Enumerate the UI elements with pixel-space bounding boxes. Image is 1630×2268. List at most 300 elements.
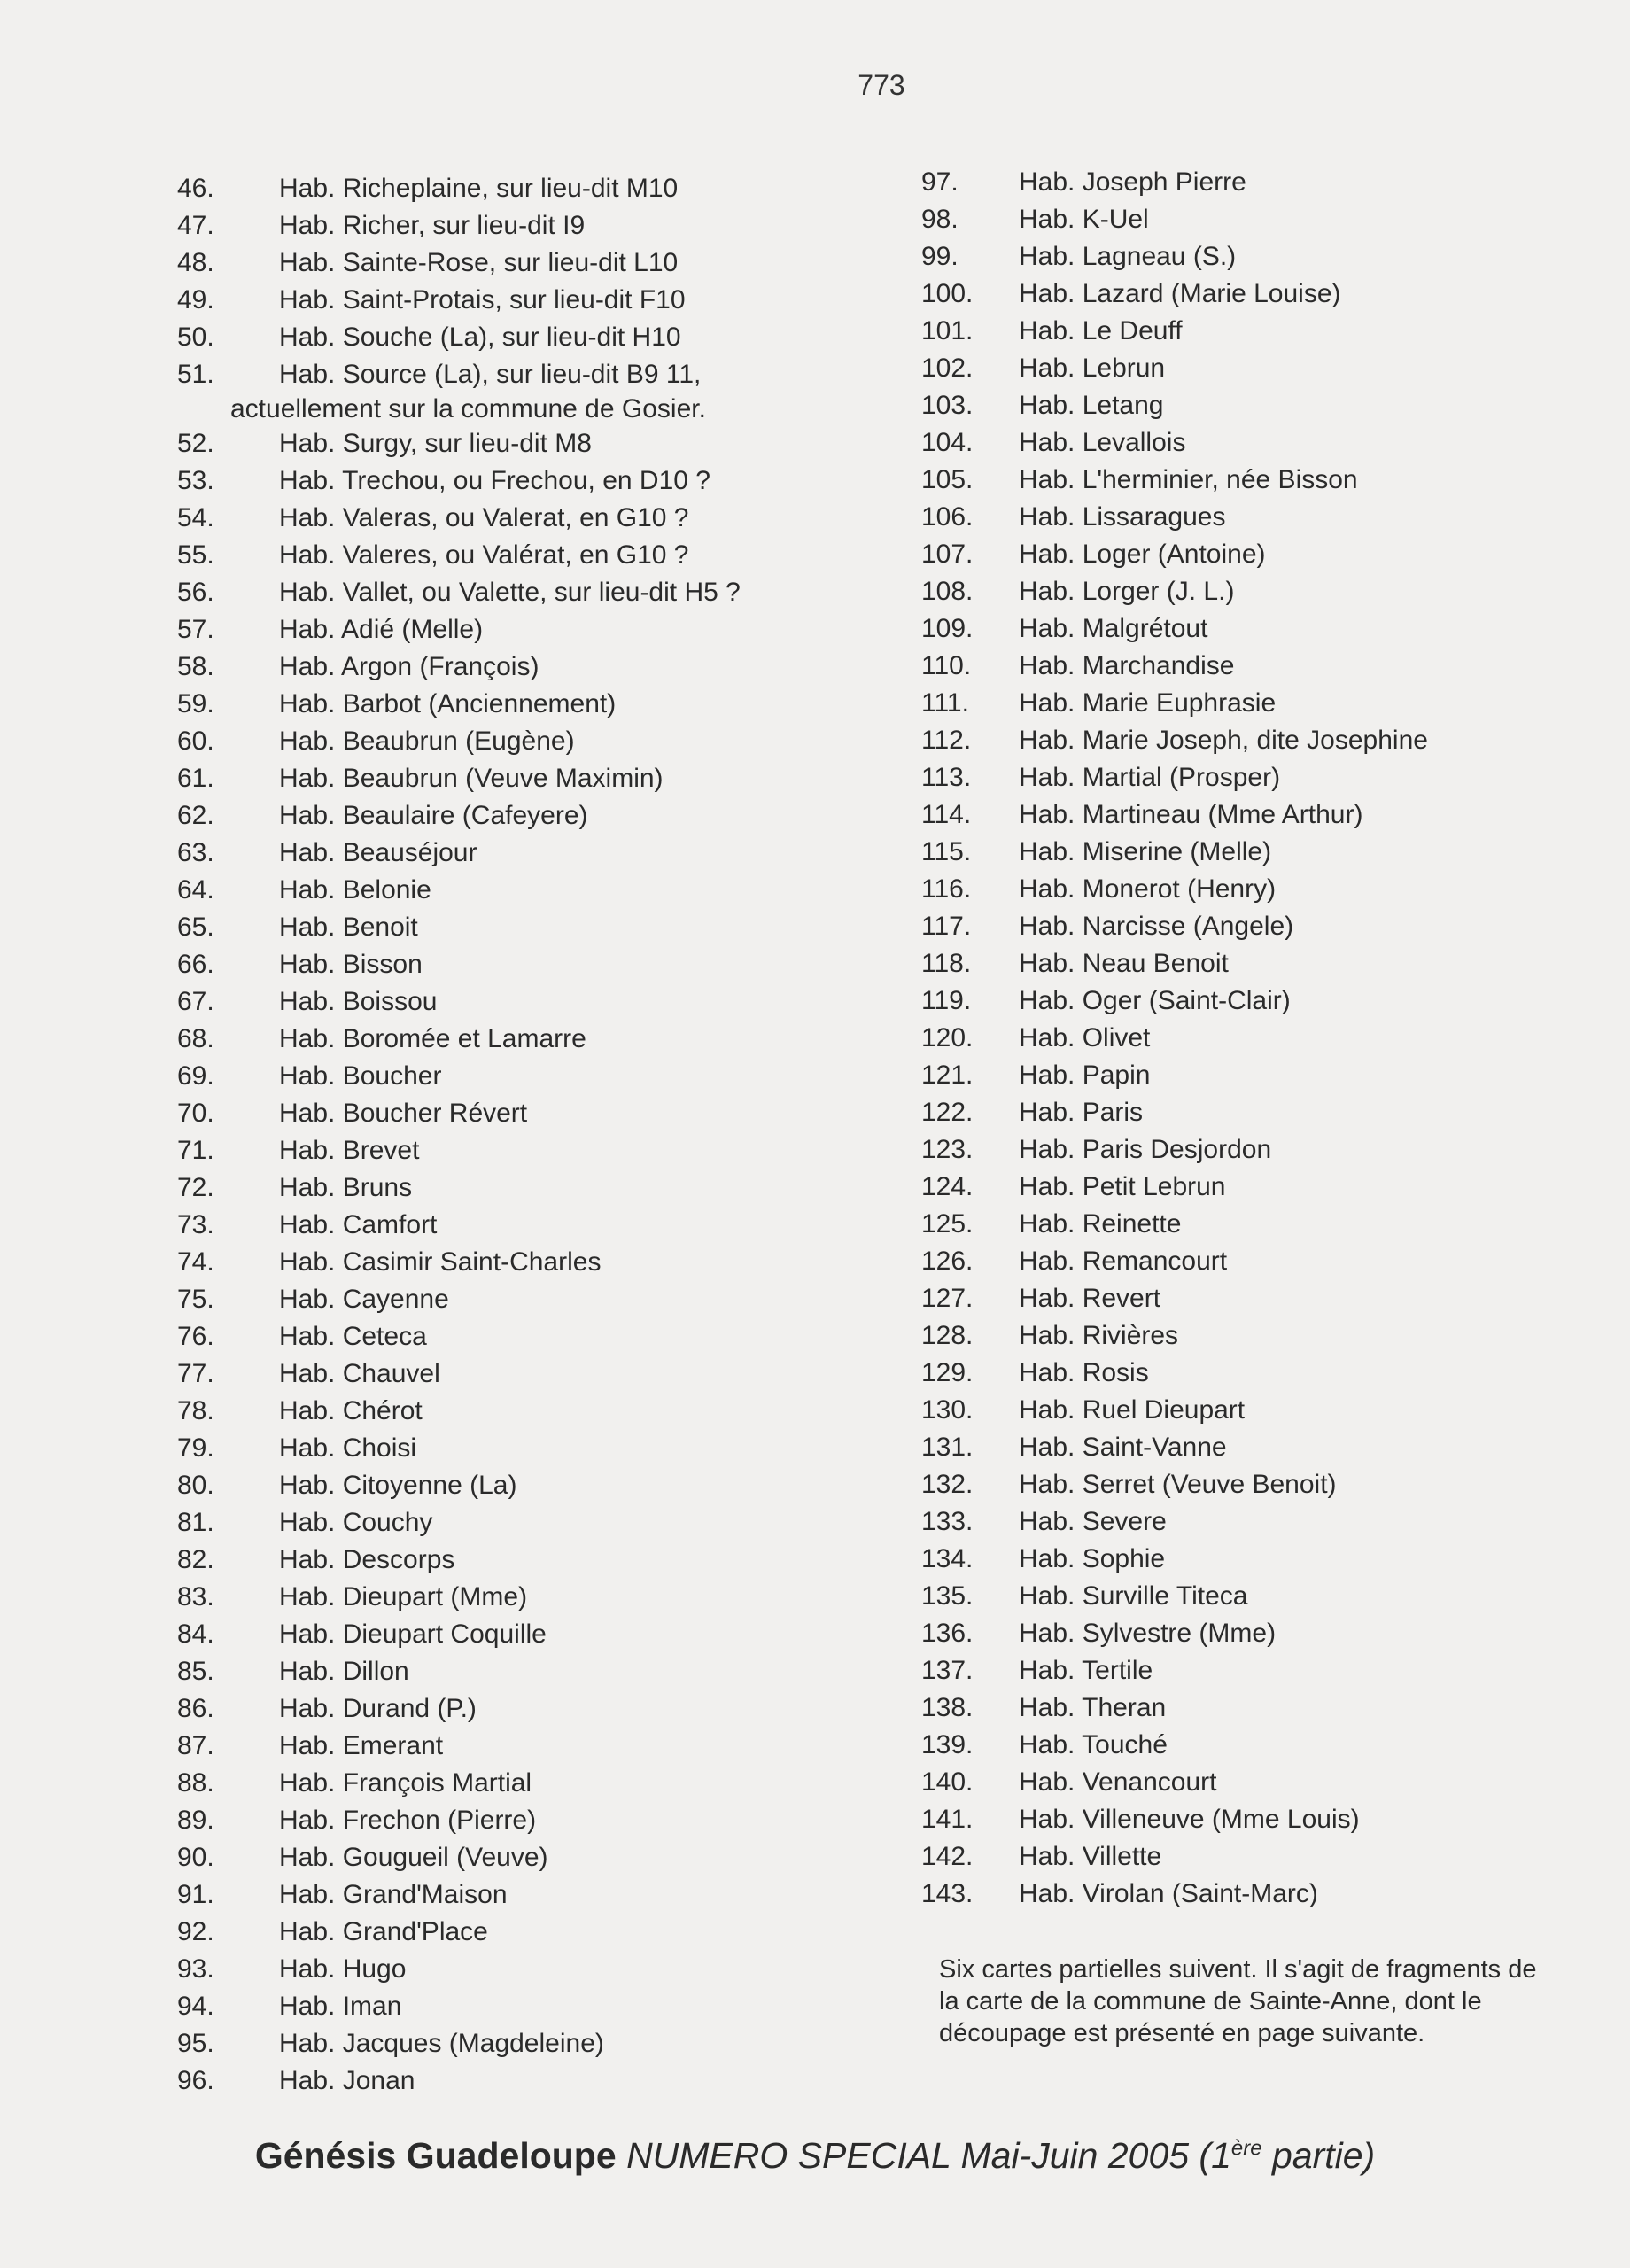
item-label: Hab. Remancourt bbox=[1019, 1247, 1228, 1276]
item-number: 70. bbox=[177, 1099, 214, 1128]
item-number: 95. bbox=[177, 2029, 214, 2058]
item-number: 113. bbox=[921, 763, 972, 792]
item-label: Hab. Revert bbox=[1019, 1284, 1161, 1313]
item-label: Hab. Marchandise bbox=[1019, 651, 1235, 680]
list-item bbox=[921, 1243, 1595, 1280]
item-number: 112. bbox=[921, 726, 972, 755]
list-item bbox=[177, 835, 912, 872]
list-item bbox=[921, 1131, 1595, 1169]
item-text bbox=[1019, 871, 1276, 908]
item-number: 98. bbox=[921, 205, 959, 234]
item-number: 143. bbox=[921, 1879, 974, 1908]
item-label: Hab. Sophie bbox=[1019, 1544, 1166, 1573]
item-text bbox=[1019, 1615, 1276, 1652]
footer bbox=[0, 2135, 1630, 2177]
list-item bbox=[921, 424, 1595, 462]
item-label: Hab. Beaubrun (Eugène) bbox=[279, 726, 575, 756]
item-text bbox=[1019, 610, 1207, 648]
list-item bbox=[921, 201, 1595, 238]
item-text bbox=[1019, 1243, 1227, 1280]
item-label: Hab. Couchy bbox=[279, 1508, 433, 1537]
item-label: Hab. Tertile bbox=[1019, 1656, 1153, 1685]
item-label: Hab. Argon (François) bbox=[279, 652, 539, 681]
list-item bbox=[921, 1801, 1595, 1838]
note-line: la carte de la commune de Sainte-Anne, dont le bbox=[939, 1987, 1482, 2016]
item-number: 106. bbox=[921, 502, 974, 532]
list-item bbox=[177, 319, 912, 356]
list-item bbox=[921, 1876, 1595, 1913]
item-number: 66. bbox=[177, 950, 214, 979]
item-text bbox=[1019, 722, 1428, 759]
list-item bbox=[921, 499, 1595, 536]
item-label: Hab. Virolan (Saint-Marc) bbox=[1019, 1879, 1318, 1908]
item-text bbox=[279, 319, 681, 356]
item-number: 56. bbox=[177, 578, 214, 607]
item-label: Hab. Descorps bbox=[279, 1545, 455, 1574]
item-number: 97. bbox=[921, 167, 959, 197]
item-number: 110. bbox=[921, 651, 972, 680]
page-number: 773 bbox=[858, 69, 905, 101]
item-label: Hab. Chauvel bbox=[279, 1359, 440, 1388]
item-label: Hab. Beaubrun (Veuve Maximin) bbox=[279, 764, 664, 793]
item-number: 137. bbox=[921, 1656, 974, 1685]
note-line: Six cartes partielles suivent. Il s'agit de fragments de bbox=[939, 1955, 1537, 1984]
item-number: 84. bbox=[177, 1619, 214, 1649]
item-label: Hab. Dieupart Coquille bbox=[279, 1619, 547, 1649]
item-number: 96. bbox=[177, 2066, 214, 2095]
item-text bbox=[1019, 1020, 1150, 1057]
item-label: Hab. Jonan bbox=[279, 2066, 415, 2095]
list-item bbox=[921, 1615, 1595, 1652]
list-item bbox=[921, 834, 1595, 871]
list-item bbox=[177, 282, 912, 319]
list-item bbox=[921, 1429, 1595, 1466]
item-text bbox=[1019, 1876, 1318, 1913]
item-number: 127. bbox=[921, 1284, 974, 1313]
item-number: 109. bbox=[921, 614, 974, 643]
item-text bbox=[1019, 201, 1149, 238]
item-label: Hab. Benoit bbox=[279, 913, 418, 942]
list-item bbox=[921, 313, 1595, 350]
item-label: Hab. Beaulaire (Cafeyere) bbox=[279, 801, 588, 830]
item-text bbox=[279, 1653, 409, 1690]
item-number: 128. bbox=[921, 1321, 974, 1350]
journal-name: Génésis Guadeloupe bbox=[254, 2135, 617, 2176]
list-item bbox=[177, 686, 912, 723]
list-item bbox=[921, 387, 1595, 424]
item-text bbox=[1019, 908, 1293, 945]
item-text bbox=[279, 611, 483, 649]
item-label: Hab. Valeres, ou Valérat, en G10 ? bbox=[279, 540, 689, 570]
list-item bbox=[921, 1057, 1595, 1094]
item-number: 82. bbox=[177, 1545, 214, 1574]
list-item bbox=[921, 1020, 1595, 1057]
item-number: 123. bbox=[921, 1135, 974, 1164]
list-item bbox=[177, 1207, 912, 1244]
item-text bbox=[279, 2025, 604, 2062]
item-number: 142. bbox=[921, 1842, 974, 1871]
item-text bbox=[1019, 796, 1362, 834]
list-item bbox=[921, 1169, 1595, 1206]
list-item bbox=[177, 1690, 912, 1728]
item-label: Hab. Villeneuve (Mme Louis) bbox=[1019, 1805, 1360, 1834]
list-item bbox=[177, 2062, 912, 2100]
item-number: 88. bbox=[177, 1768, 214, 1798]
item-number: 124. bbox=[921, 1172, 974, 1201]
list-item bbox=[177, 1988, 912, 2025]
item-text bbox=[279, 1058, 441, 1095]
item-label: Hab. Jacques (Magdeleine) bbox=[279, 2029, 604, 2058]
item-number: 130. bbox=[921, 1395, 974, 1425]
item-number: 115. bbox=[921, 837, 972, 866]
item-number: 85. bbox=[177, 1657, 214, 1686]
item-label: Hab. Neau Benoit bbox=[1019, 949, 1229, 978]
item-number: 108. bbox=[921, 577, 974, 606]
item-number: 83. bbox=[177, 1582, 214, 1612]
item-label: Hab. Miserine (Melle) bbox=[1019, 837, 1272, 866]
item-number: 61. bbox=[177, 764, 214, 793]
item-text bbox=[279, 1244, 601, 1281]
item-number: 57. bbox=[177, 615, 214, 644]
item-label: Hab. Surgy, sur lieu-dit M8 bbox=[279, 429, 592, 458]
item-label: Hab. Marie Euphrasie bbox=[1019, 688, 1277, 718]
list-item bbox=[177, 1653, 912, 1690]
item-text bbox=[279, 1281, 449, 1318]
item-label: Hab. Valeras, ou Valerat, en G10 ? bbox=[279, 503, 689, 532]
list-item bbox=[177, 611, 912, 649]
item-label: Hab. Iman bbox=[279, 1992, 402, 2021]
item-label: Hab. Hugo bbox=[279, 1954, 407, 1984]
list-item bbox=[177, 1914, 912, 1951]
list-item bbox=[921, 908, 1595, 945]
list-item bbox=[177, 1430, 912, 1467]
item-label: Hab. Letang bbox=[1019, 391, 1164, 420]
list-item bbox=[921, 1355, 1595, 1392]
item-label: Hab. Bruns bbox=[279, 1173, 413, 1202]
list-item bbox=[177, 909, 912, 946]
list-item bbox=[921, 1652, 1595, 1689]
item-text bbox=[1019, 759, 1280, 796]
item-number: 62. bbox=[177, 801, 214, 830]
list-item bbox=[177, 207, 912, 245]
item-number: 140. bbox=[921, 1767, 974, 1797]
list-item bbox=[177, 1616, 912, 1653]
item-label: Hab. Citoyenne (La) bbox=[279, 1471, 517, 1500]
list-item bbox=[177, 1504, 912, 1542]
item-text bbox=[279, 1690, 477, 1728]
list-item bbox=[177, 1839, 912, 1876]
item-text bbox=[279, 946, 423, 983]
list-item bbox=[177, 983, 912, 1021]
item-number: 58. bbox=[177, 652, 214, 681]
list-item bbox=[921, 238, 1595, 276]
item-label: Hab. Barbot (Anciennement) bbox=[279, 689, 617, 718]
item-text bbox=[1019, 983, 1291, 1020]
item-number: 72. bbox=[177, 1173, 214, 1202]
item-text bbox=[279, 1765, 532, 1802]
item-text bbox=[279, 1132, 419, 1169]
item-text bbox=[1019, 945, 1229, 983]
issue-superscript: ère bbox=[1230, 2136, 1262, 2161]
item-text bbox=[279, 723, 575, 760]
item-label: Hab. Sainte-Rose, sur lieu-dit L10 bbox=[279, 248, 679, 277]
list-item bbox=[921, 1838, 1595, 1876]
list-item bbox=[921, 573, 1595, 610]
list-item bbox=[921, 945, 1595, 983]
item-text bbox=[279, 1467, 516, 1504]
list-item bbox=[921, 1689, 1595, 1727]
item-text bbox=[1019, 1689, 1166, 1727]
left-column-list bbox=[177, 170, 912, 2100]
item-label: Hab. Narcisse (Angele) bbox=[1019, 912, 1294, 941]
item-number: 86. bbox=[177, 1694, 214, 1723]
list-item bbox=[921, 276, 1595, 313]
item-number: 100. bbox=[921, 279, 974, 308]
item-number: 78. bbox=[177, 1396, 214, 1425]
item-text bbox=[1019, 350, 1165, 387]
item-text bbox=[279, 686, 616, 723]
item-text bbox=[1019, 276, 1341, 313]
item-label: Hab. K-Uel bbox=[1019, 205, 1149, 234]
list-item bbox=[177, 537, 912, 574]
item-number: 134. bbox=[921, 1544, 974, 1573]
list-item bbox=[177, 170, 912, 207]
item-label: Hab. Boucher bbox=[279, 1061, 442, 1091]
item-label: Hab. Surville Titeca bbox=[1019, 1581, 1248, 1611]
item-label: Hab. Martial (Prosper) bbox=[1019, 763, 1281, 792]
list-item bbox=[177, 649, 912, 686]
list-item bbox=[921, 1094, 1595, 1131]
item-label: Hab. Cayenne bbox=[279, 1285, 449, 1314]
item-number: 125. bbox=[921, 1209, 974, 1239]
issue-info bbox=[626, 2135, 1375, 2176]
item-label: Hab. Beauséjour bbox=[279, 838, 477, 867]
list-item bbox=[921, 1503, 1595, 1541]
list-item bbox=[177, 1021, 912, 1058]
item-text bbox=[279, 1951, 406, 1988]
item-text bbox=[279, 797, 588, 835]
item-number: 93. bbox=[177, 1954, 214, 1984]
list-item bbox=[177, 760, 912, 797]
item-label: Hab. Lebrun bbox=[1019, 353, 1166, 383]
item-number: 135. bbox=[921, 1581, 974, 1611]
item-label: Hab. L'herminier, née Bisson bbox=[1019, 465, 1358, 494]
note-line: découpage est présenté en page suivante. bbox=[939, 2019, 1425, 2047]
item-number: 51. bbox=[177, 360, 214, 389]
item-number: 141. bbox=[921, 1805, 974, 1834]
list-item bbox=[921, 722, 1595, 759]
list-item bbox=[921, 1392, 1595, 1429]
item-label: Hab. Dillon bbox=[279, 1657, 409, 1686]
item-number: 103. bbox=[921, 391, 974, 420]
item-text bbox=[279, 1355, 440, 1393]
list-item bbox=[177, 2025, 912, 2062]
list-item bbox=[177, 1467, 912, 1504]
list-item bbox=[177, 872, 912, 909]
item-number: 55. bbox=[177, 540, 214, 570]
item-text bbox=[279, 983, 437, 1021]
item-text bbox=[1019, 164, 1246, 201]
item-number: 111. bbox=[921, 688, 969, 718]
list-item bbox=[177, 1393, 912, 1430]
item-text bbox=[1019, 1317, 1178, 1355]
item-number: 92. bbox=[177, 1917, 214, 1946]
item-number: 46. bbox=[177, 174, 214, 203]
item-text bbox=[279, 1318, 427, 1355]
item-text bbox=[279, 1988, 401, 2025]
item-label: Hab. Souche (La), sur lieu-dit H10 bbox=[279, 322, 681, 352]
item-text bbox=[1019, 1169, 1225, 1206]
item-number: 75. bbox=[177, 1285, 214, 1314]
item-label: Hab. Lorger (J. L.) bbox=[1019, 577, 1235, 606]
item-label: Hab. Saint-Vanne bbox=[1019, 1433, 1227, 1462]
item-text bbox=[1019, 1355, 1149, 1392]
item-number: 80. bbox=[177, 1471, 214, 1500]
list-item bbox=[921, 1541, 1595, 1578]
item-label: Hab. Lissaragues bbox=[1019, 502, 1226, 532]
item-label: Hab. Sylvestre (Mme) bbox=[1019, 1619, 1277, 1648]
item-label: Hab. Venancourt bbox=[1019, 1767, 1217, 1797]
item-number: 139. bbox=[921, 1730, 974, 1759]
item-label: Hab. Boromée et Lamarre bbox=[279, 1024, 586, 1053]
list-item bbox=[921, 759, 1595, 796]
list-item bbox=[921, 1466, 1595, 1503]
item-label: Hab. Richeplaine, sur lieu-dit M10 bbox=[279, 174, 679, 203]
item-label: Hab. Joseph Pierre bbox=[1019, 167, 1246, 197]
item-number: 131. bbox=[921, 1433, 974, 1462]
item-number: 138. bbox=[921, 1693, 974, 1722]
item-number: 52. bbox=[177, 429, 214, 458]
item-text bbox=[279, 537, 689, 574]
item-label: Hab. Levallois bbox=[1019, 428, 1186, 457]
item-label: Hab. Brevet bbox=[279, 1136, 420, 1165]
list-item bbox=[177, 723, 912, 760]
item-label: Hab. Rosis bbox=[1019, 1358, 1149, 1387]
item-text bbox=[279, 500, 689, 537]
item-label: Hab. Bisson bbox=[279, 950, 423, 979]
item-number: 107. bbox=[921, 540, 974, 569]
item-number: 79. bbox=[177, 1433, 214, 1463]
list-item bbox=[921, 610, 1595, 648]
item-text bbox=[279, 1542, 454, 1579]
list-item bbox=[177, 1132, 912, 1169]
list-item bbox=[921, 871, 1595, 908]
item-number: 116. bbox=[921, 874, 972, 904]
item-number: 74. bbox=[177, 1247, 214, 1277]
item-text bbox=[279, 462, 710, 500]
item-text bbox=[279, 1839, 548, 1876]
item-number: 119. bbox=[921, 986, 972, 1015]
item-text bbox=[1019, 1429, 1227, 1466]
item-number: 90. bbox=[177, 1843, 214, 1872]
item-number: 114. bbox=[921, 800, 972, 829]
item-label: Hab. Le Deuff bbox=[1019, 316, 1183, 346]
item-text bbox=[279, 574, 741, 611]
item-text bbox=[279, 1504, 432, 1542]
item-text bbox=[279, 1579, 527, 1616]
item-text bbox=[1019, 1466, 1337, 1503]
item-number: 49. bbox=[177, 285, 214, 315]
item-number: 136. bbox=[921, 1619, 974, 1648]
item-label: Hab. Malgrétout bbox=[1019, 614, 1208, 643]
item-text bbox=[279, 909, 418, 946]
item-label: Hab. Touché bbox=[1019, 1730, 1168, 1759]
item-text bbox=[279, 1021, 586, 1058]
item-text bbox=[279, 2062, 415, 2100]
item-number: 63. bbox=[177, 838, 214, 867]
item-number: 76. bbox=[177, 1322, 214, 1351]
item-number: 118. bbox=[921, 949, 972, 978]
item-label: Hab. Monerot (Henry) bbox=[1019, 874, 1277, 904]
list-item bbox=[177, 1542, 912, 1579]
list-item bbox=[177, 1802, 912, 1839]
item-text bbox=[279, 835, 477, 872]
item-number: 117. bbox=[921, 912, 972, 941]
item-label: Hab. Serret (Veuve Benoit) bbox=[1019, 1470, 1337, 1499]
item-text bbox=[1019, 1652, 1153, 1689]
item-text bbox=[1019, 1541, 1165, 1578]
item-number: 71. bbox=[177, 1136, 214, 1165]
item-label: Hab. Boissou bbox=[279, 987, 438, 1016]
item-text bbox=[279, 1876, 508, 1914]
item-label: Hab. Paris Desjordon bbox=[1019, 1135, 1272, 1164]
item-label: Hab. Chérot bbox=[279, 1396, 423, 1425]
issue-text: NUMERO SPECIAL Mai-Juin 2005 (1 bbox=[626, 2135, 1231, 2176]
item-label: Hab. Marie Joseph, dite Josephine bbox=[1019, 726, 1428, 755]
item-number: 94. bbox=[177, 1992, 214, 2021]
list-item bbox=[921, 1727, 1595, 1764]
item-label: Hab. Severe bbox=[1019, 1507, 1167, 1536]
item-number: 102. bbox=[921, 353, 974, 383]
item-text bbox=[1019, 387, 1163, 424]
list-item bbox=[177, 245, 912, 282]
item-text bbox=[1019, 1057, 1150, 1094]
item-number: 120. bbox=[921, 1023, 974, 1052]
list-item bbox=[921, 536, 1595, 573]
item-text bbox=[279, 1914, 488, 1951]
item-number: 99. bbox=[921, 242, 959, 271]
right-column-list bbox=[921, 164, 1595, 1913]
item-label: Hab. Lagneau (S.) bbox=[1019, 242, 1237, 271]
list-item bbox=[177, 1095, 912, 1132]
list-item bbox=[177, 1728, 912, 1765]
list-item bbox=[921, 648, 1595, 685]
item-label: Hab. Saint-Protais, sur lieu-dit F10 bbox=[279, 285, 686, 315]
item-text bbox=[279, 170, 678, 207]
item-number: 126. bbox=[921, 1247, 974, 1276]
item-text bbox=[279, 245, 678, 282]
list-item bbox=[177, 1318, 912, 1355]
item-number: 68. bbox=[177, 1024, 214, 1053]
item-number: 54. bbox=[177, 503, 214, 532]
item-text bbox=[1019, 1280, 1160, 1317]
item-label: Hab. Source (La), sur lieu-dit B9 11, bbox=[279, 360, 702, 389]
item-label: Hab. Frechon (Pierre) bbox=[279, 1806, 537, 1835]
item-label: Hab. Reinette bbox=[1019, 1209, 1182, 1239]
item-label: Hab. Adié (Melle) bbox=[279, 615, 484, 644]
item-text bbox=[279, 1169, 412, 1207]
list-item bbox=[177, 1765, 912, 1802]
item-label: Hab. Richer, sur lieu-dit I9 bbox=[279, 211, 586, 240]
item-text bbox=[1019, 424, 1185, 462]
list-item bbox=[177, 1244, 912, 1281]
note-paragraph bbox=[939, 1953, 1595, 2049]
list-item bbox=[177, 425, 912, 462]
list-item bbox=[177, 797, 912, 835]
item-number: 129. bbox=[921, 1358, 974, 1387]
item-number: 65. bbox=[177, 913, 214, 942]
item-text bbox=[1019, 1094, 1143, 1131]
